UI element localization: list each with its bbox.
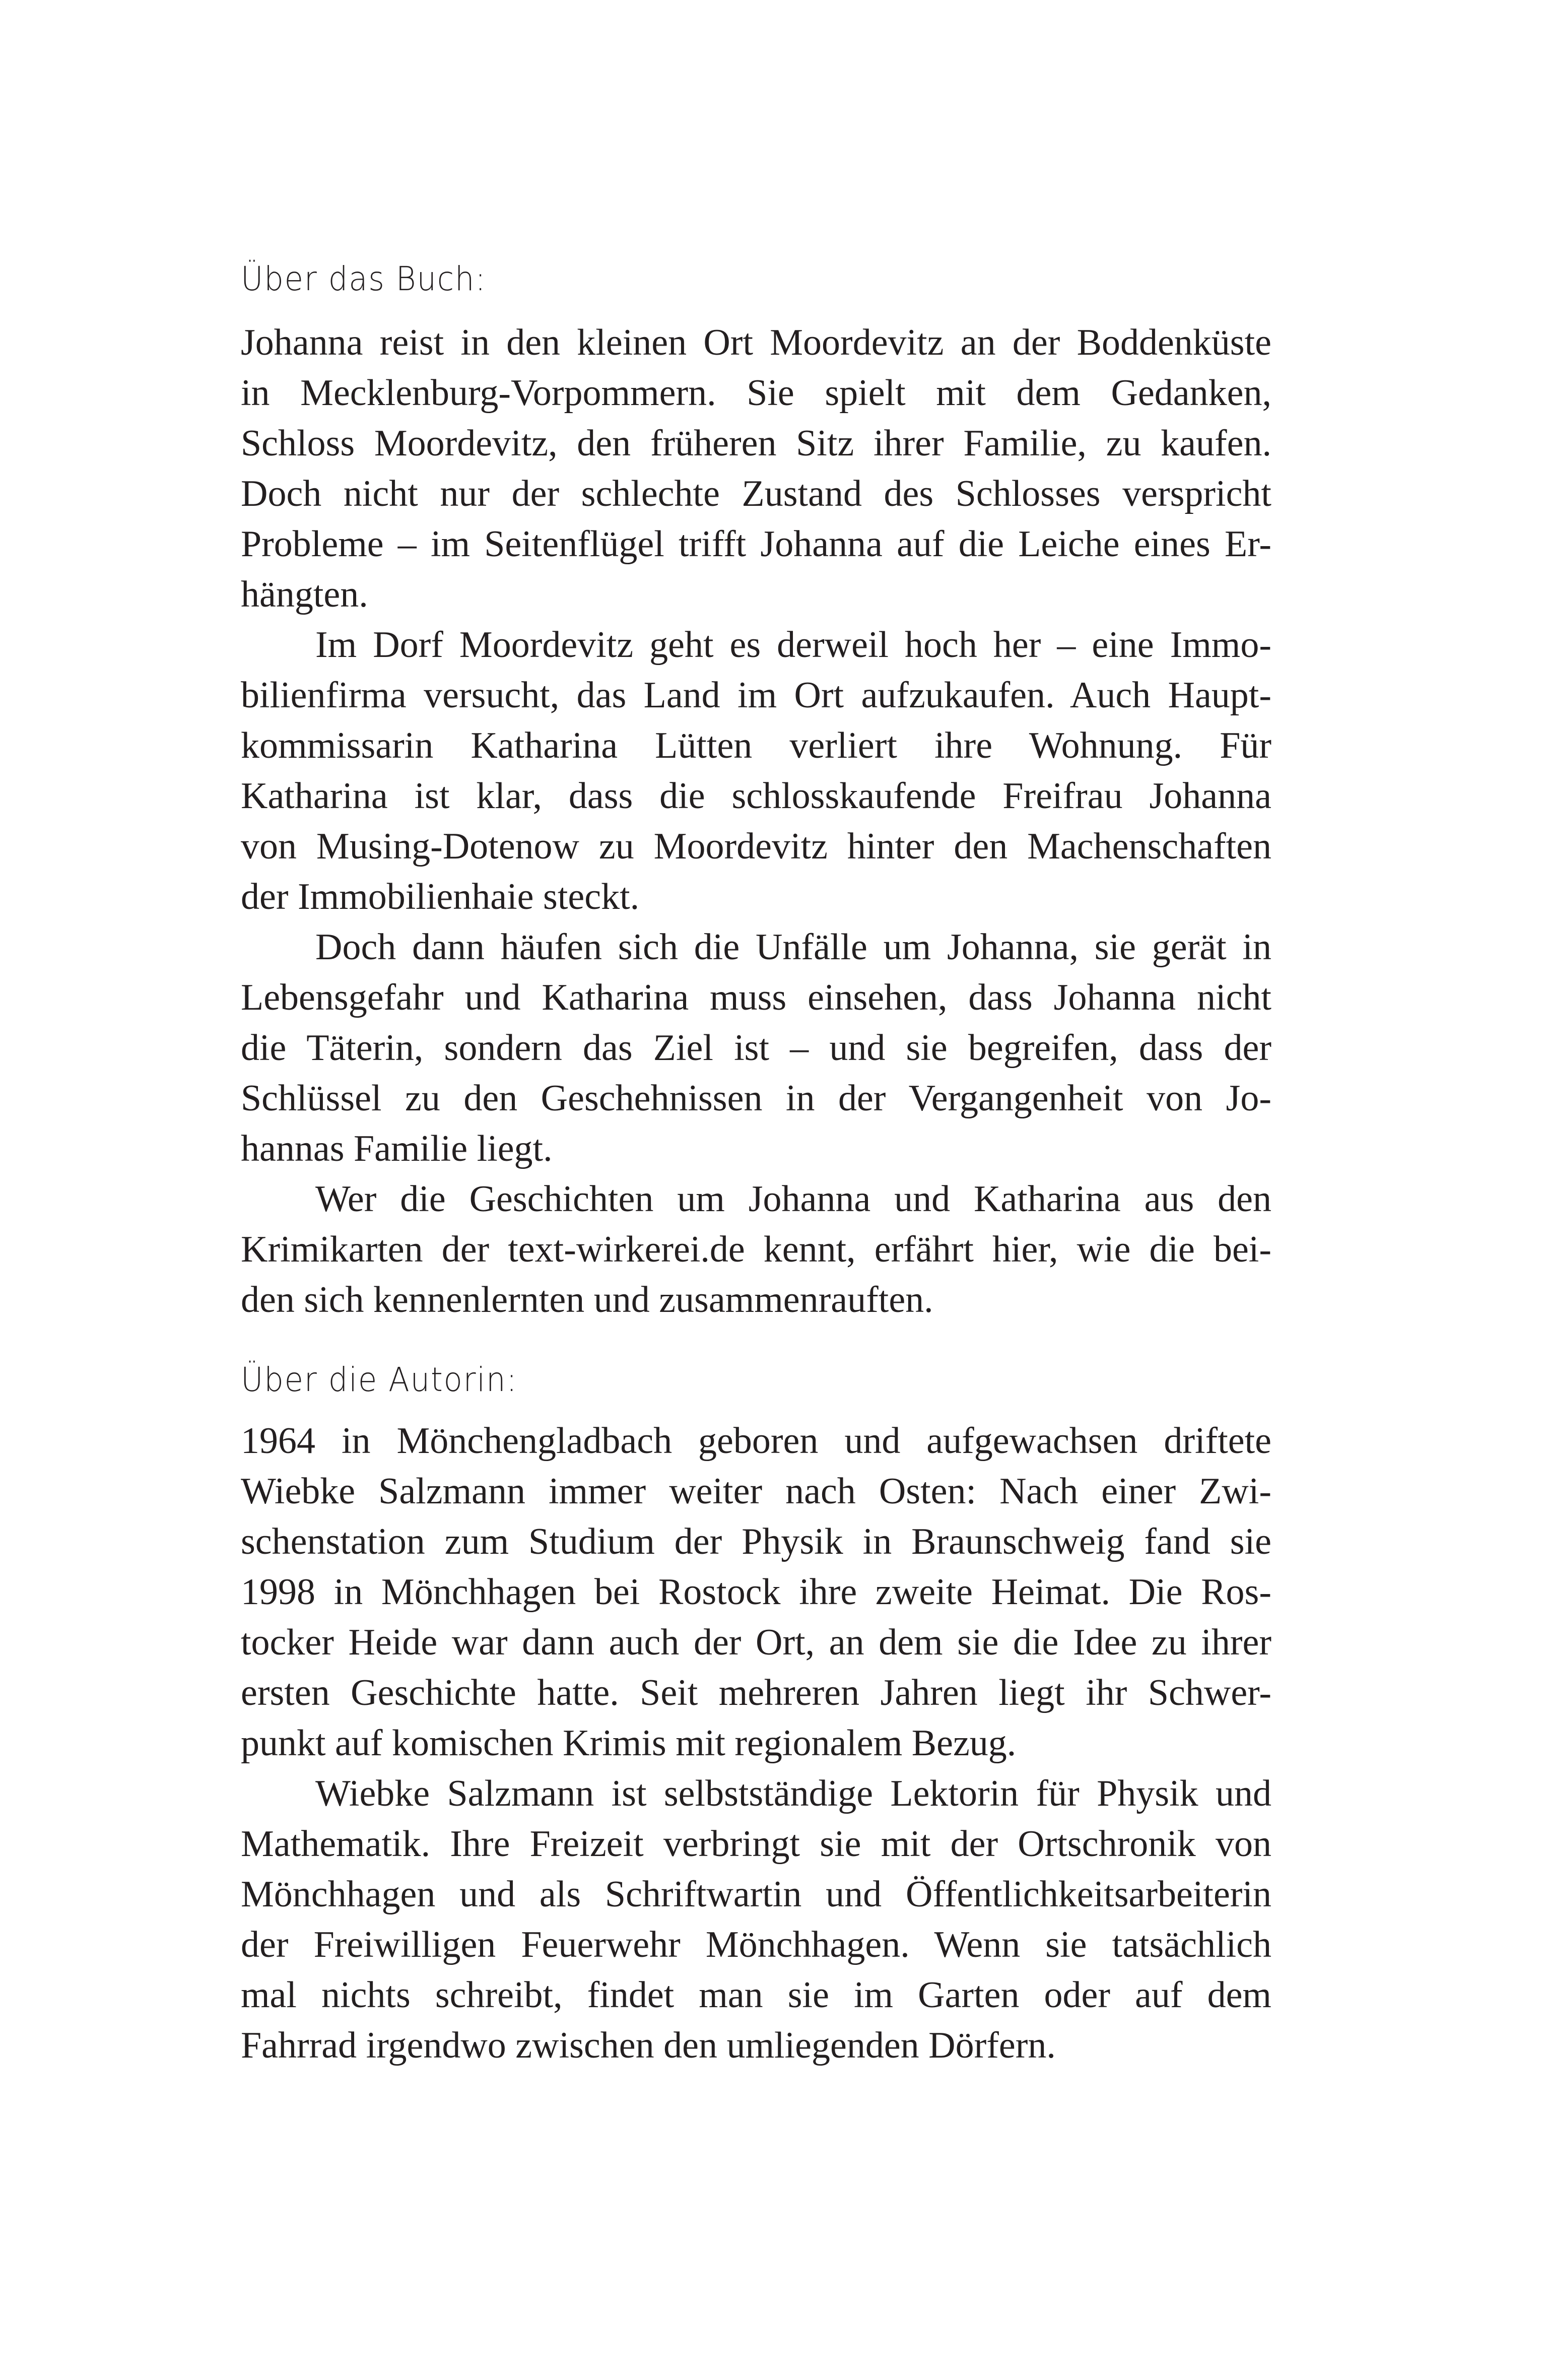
text-line-content: Mathematik. Ihre Freizeit verbringt sie mit der Ortschronik von [241, 1823, 1271, 1865]
text-line [241, 317, 1271, 368]
text-line-content: Schlüssel zu den Geschehnissen in der Vergangenheit von Jo- [241, 1078, 1271, 1119]
text-line [241, 670, 1271, 720]
text-line-content: schenstation zum Studium der Physik in Braunschweig fand sie [241, 1521, 1271, 1562]
text-line-content: Johanna reist in den kleinen Ort Moordevitz an der Boddenküste [241, 322, 1271, 363]
text-line [241, 1466, 1271, 1516]
text-line-content: Doch nicht nur der schlechte Zustand des Schlosses verspricht [241, 473, 1271, 514]
text-line [241, 720, 1271, 771]
text-line [241, 1617, 1271, 1668]
text-line [241, 1819, 1271, 1869]
text-line-content: Doch dann häufen sich die Unfälle um Johanna, sie gerät in [315, 927, 1271, 968]
text-line [241, 1869, 1271, 1920]
text-line [241, 972, 1271, 1023]
text-line [241, 1516, 1271, 1567]
text-line [241, 1023, 1271, 1073]
text-line [241, 469, 1271, 519]
text-line-content: tocker Heide war dann auch der Ort, an dem sie die Idee zu ihrer [241, 1622, 1271, 1663]
text-line-content: der Immobilienhaie steckt. [241, 876, 640, 917]
text-line [241, 1416, 1271, 1466]
text-line-content: Fahrrad irgendwo zwischen den umliegenden Dörfern. [241, 2025, 1056, 2066]
text-line-content: Katharina ist klar, dass die schlosskaufende Freifrau Johanna [241, 775, 1271, 817]
text-line-content: bilienfirma versucht, das Land im Ort aufzukaufen. Auch Haupt- [241, 675, 1271, 716]
text-line-content: der Freiwilligen Feuerwehr Mönchhagen. Wenn sie tatsächlich [241, 1924, 1271, 1965]
text-line [241, 1920, 1271, 1970]
text-line [241, 1123, 1271, 1174]
text-line [241, 922, 1271, 972]
text-line-content: Wer die Geschichten um Johanna und Katharina aus den [315, 1178, 1271, 1220]
text-line [241, 1275, 1271, 1325]
text-line [241, 1073, 1271, 1123]
text-line [241, 872, 1271, 922]
text-line-content: Schloss Moordevitz, den früheren Sitz ihrer Familie, zu kaufen. [241, 423, 1271, 464]
text-line-content: Lebensgefahr und Katharina muss einsehen, dass Johanna nicht [241, 977, 1271, 1018]
text-line-content: Mönchhagen und als Schriftwartin und Öffentlichkeitsarbeiterin [241, 1874, 1271, 1915]
text-line-content: von Musing-Dotenow zu Moordevitz hinter den Machenschaften [241, 826, 1271, 867]
text-line-content: in Mecklenburg-Vorpommern. Sie spielt mit dem Gedanken, [241, 372, 1271, 414]
text-line [241, 1970, 1271, 2020]
text-line [241, 368, 1271, 418]
text-line [241, 620, 1271, 670]
text-line-content: Im Dorf Moordevitz geht es derweil hoch her – eine Immo- [315, 624, 1271, 666]
text-line-content: mal nichts schreibt, findet man sie im Garten oder auf dem [241, 1974, 1271, 2016]
text-line-content: kommissarin Katharina Lütten verliert ihre Wohnung. Für [241, 725, 1271, 766]
text-line-content: Krimikarten der text-wirkerei.de kennt, erfährt hier, wie die bei- [241, 1229, 1271, 1270]
text-line-content: ersten Geschichte hatte. Seit mehreren Jahren liegt ihr Schwer- [241, 1672, 1271, 1713]
text-line-content: hängten. [241, 574, 368, 615]
text-line-content: Wiebke Salzmann immer weiter nach Osten: Nach einer Zwi- [241, 1471, 1271, 1512]
text-line [241, 1668, 1271, 1718]
text-line-content: Probleme – im Seitenflügel trifft Johanna auf die Leiche eines Er- [241, 523, 1271, 565]
text-line [241, 2020, 1271, 2071]
text-line-content: Wiebke Salzmann ist selbstständige Lektorin für Physik und [315, 1773, 1271, 1814]
text-line [241, 569, 1271, 620]
text-line-content: punkt auf komischen Krimis mit regionalem Bezug. [241, 1723, 1017, 1764]
section-heading: Über die Autorin: [241, 1360, 518, 1399]
text-line [241, 418, 1271, 469]
text-line [241, 519, 1271, 569]
text-line [241, 1224, 1271, 1275]
text-line [241, 1174, 1271, 1224]
text-line-content: hannas Familie liegt. [241, 1128, 553, 1169]
text-line-content: 1998 in Mönchhagen bei Rostock ihre zweite Heimat. Die Ros- [241, 1571, 1271, 1613]
text-line [241, 1567, 1271, 1617]
section-heading: Über das Buch: [241, 259, 487, 298]
text-line [241, 1718, 1271, 1768]
text-line-content: 1964 in Mönchengladbach geboren und aufgewachsen driftete [241, 1420, 1271, 1462]
text-line-content: die Täterin, sondern das Ziel ist – und sie begreifen, dass der [241, 1027, 1271, 1069]
text-line-content: den sich kennenlernten und zusammenrauften. [241, 1279, 933, 1320]
text-line [241, 1768, 1271, 1819]
text-line [241, 821, 1271, 872]
text-line [241, 771, 1271, 821]
